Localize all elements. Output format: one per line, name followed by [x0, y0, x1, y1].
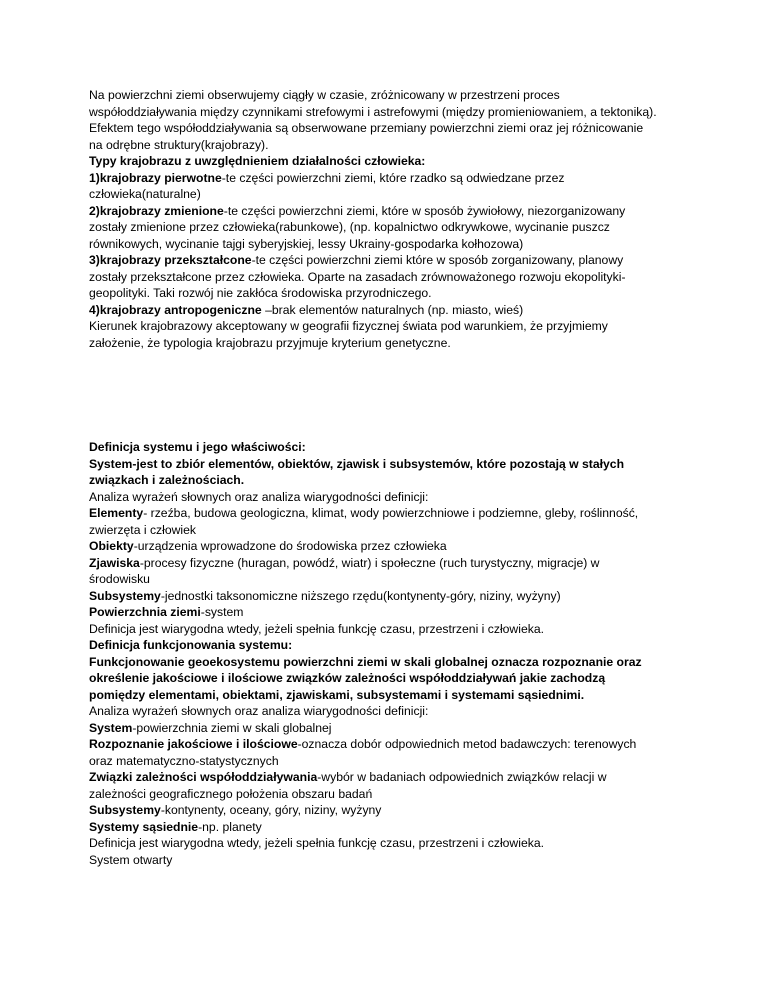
term-text: -urządzenia wprowadzone do środowiska przez człowieka	[133, 539, 447, 553]
landscape-item-changed	[89, 203, 689, 220]
term-elementy	[89, 505, 689, 522]
item-term: 2)krajobrazy zmienione	[89, 203, 224, 218]
item-text: -te części powierzchni ziemi które w sposób zorganizowany, planowy	[251, 253, 624, 267]
term-obiekty	[89, 538, 689, 555]
term-label: Zjawiska	[89, 555, 140, 570]
system-definition-line: związkach i zależnościach.	[89, 473, 245, 487]
item-continuation: równikowych, wycinanie tajgi syberyjskiej, lessy Ukrainy-gospodarka kołhozowa)	[89, 236, 524, 251]
item-continuation: człowieka(naturalne)	[89, 187, 201, 201]
functioning-line: określenie jakościowe i ilościowe związków zależności współoddziaływań jakie zachodzą	[89, 671, 606, 685]
term-continuation: oraz matematyczno-statystycznych	[89, 753, 279, 768]
intro-line: współoddziaływania między czynnikami strefowymi i astrefowymi (między promieniowaniem, a tektoniką).	[89, 104, 657, 119]
item-text: -te części powierzchni ziemi, które rzadko są odwiedzane przez	[221, 170, 565, 185]
term-label: Systemy sąsiednie	[89, 819, 199, 834]
term-text: -procesy fizyczne (huragan, powódź, wiatr) i społeczne (ruch turystyczny, migracje) w	[139, 555, 600, 570]
term-continuation: środowisku	[89, 572, 150, 586]
term-text: -wybór w badaniach odpowiednich związków relacji w	[317, 770, 607, 784]
analysis-line: Analiza wyrażeń słownych oraz analiza wiarygodności definicji:	[89, 704, 429, 718]
term-label: Obiekty	[89, 539, 134, 553]
term-text: -oznacza dobór odpowiednich metod badawczych: terenowych	[297, 737, 637, 751]
term-text: -powierzchnia ziemi w skali globalnej	[132, 720, 332, 735]
landscape-section	[89, 87, 689, 351]
intro-line: na odrębne struktury(krajobrazy).	[89, 137, 269, 152]
term-systemy-sasiednie	[89, 819, 689, 836]
term-label: Powierzchnia ziemi	[89, 605, 201, 619]
term-label: Subsystemy	[89, 803, 161, 817]
credibility-line: Definicja jest wiarygodna wtedy, jeżeli spełnia funkcję czasu, przestrzeni i człowieka.	[89, 621, 544, 636]
closing-line: założenie, że typologia krajobrazu przyjmuje kryterium genetyczne.	[89, 335, 451, 350]
landscape-item-anthropogenic	[89, 302, 689, 319]
term-rozpoznanie	[89, 736, 689, 753]
item-term: 3)krajobrazy przekształcone	[89, 253, 252, 267]
term-zjawiska	[89, 555, 689, 572]
term-label: Subsystemy	[89, 588, 161, 603]
term-continuation: zależności geograficznego położenia obszaru badań	[89, 786, 373, 801]
system-definition-line: System-jest to zbiór elementów, obiektów, zjawisk i subsystemów, które pozostają w stałych	[89, 456, 625, 471]
landscape-item-primary	[89, 170, 689, 187]
closing-line: Kierunek krajobrazowy akceptowany w geografii fizycznej świata pod warunkiem, że przyjmiemy	[89, 319, 608, 333]
term-text: -kontynenty, oceany, góry, niziny, wyżyny	[160, 803, 382, 817]
analysis-line: Analiza wyrażeń słownych oraz analiza wiarygodności definicji:	[89, 489, 429, 504]
term-powierzchnia	[89, 604, 689, 621]
item-continuation: zostały zmienione przez człowieka(rabunkowe), (np. kopalnictwo odkrywkowe, wycinanie puszcz	[89, 220, 610, 234]
term-continuation: zwierzęta i człowiek	[89, 522, 197, 537]
landscape-types-heading: Typy krajobrazu z uwzględnieniem działalności człowieka:	[89, 154, 426, 168]
intro-line: Na powierzchni ziemi obserwujemy ciągły w czasie, zróżnicowany w przestrzeni proces	[89, 88, 560, 102]
functioning-line: pomiędzy elementami, obiektami, zjawiskami, subsystemami i systemami sąsiednimi.	[89, 687, 585, 702]
term-text: - rzeźba, budowa geologiczna, klimat, wody powierzchniowe i podziemne, gleby, roślinność,	[143, 506, 639, 520]
term-text: -system	[200, 605, 244, 619]
term-text: -jednostki taksonomiczne niższego rzędu(kontynenty-góry, niziny, wyżyny)	[160, 588, 561, 603]
item-text: –brak elementów naturalnych (np. miasto, wieś)	[261, 302, 524, 317]
system-definition-heading: Definicja systemu i jego właściwości:	[89, 440, 306, 454]
term-system	[89, 720, 689, 737]
open-system-line: System otwarty	[89, 852, 173, 867]
intro-line: Efektem tego współoddziaływania są obserwowane przemiany powierzchni ziemi oraz jej różnicowanie	[89, 121, 644, 135]
system-section	[89, 439, 689, 868]
term-subsystemy	[89, 588, 689, 605]
item-continuation: zostały przekształcone przez człowieka. Oparte na zasadach zrównoważonego rozwoju ekopolityki-	[89, 269, 626, 284]
term-text: -np. planety	[198, 819, 262, 834]
term-label: Związki zależności współoddziaływania	[89, 770, 318, 784]
item-text: -te części powierzchni ziemi, które w sposób żywiołowy, niezorganizowany	[223, 203, 626, 218]
term-zwiazki	[89, 769, 689, 786]
term-label: Rozpoznanie jakościowe i ilościowe	[89, 737, 298, 751]
functioning-heading: Definicja funkcjonowania systemu:	[89, 638, 293, 652]
functioning-line: Funkcjonowanie geoekosystemu powierzchni ziemi w skali globalnej oznacza rozpoznanie oraz	[89, 654, 642, 669]
term-label: Elementy	[89, 506, 144, 520]
item-term: 4)krajobrazy antropogeniczne	[89, 302, 262, 317]
term-subsystemy	[89, 802, 689, 819]
item-term: 1)krajobrazy pierwotne	[89, 170, 222, 185]
item-continuation: geopolityki. Taki rozwój nie zakłóca środowiska przyrodniczego.	[89, 286, 432, 300]
term-label: System	[89, 720, 133, 735]
landscape-item-transformed	[89, 252, 689, 269]
credibility-line: Definicja jest wiarygodna wtedy, jeżeli spełnia funkcję czasu, przestrzeni i człowieka.	[89, 836, 544, 850]
